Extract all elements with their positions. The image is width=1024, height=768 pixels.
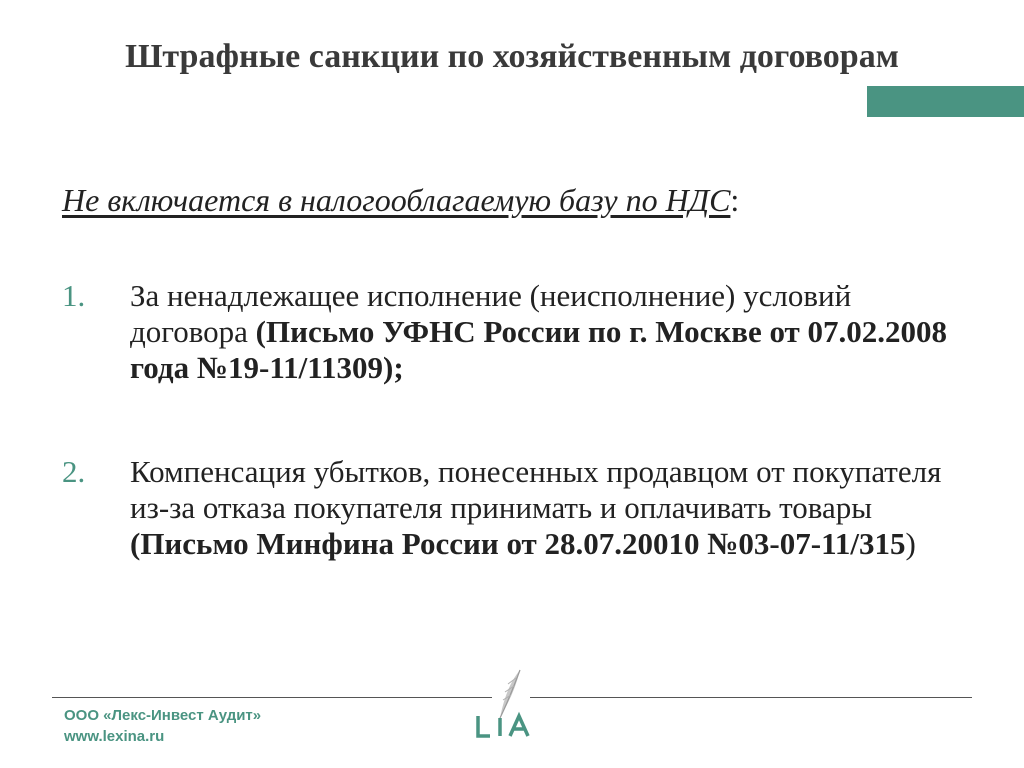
list-item-text: За ненадлежащее исполнение (неисполнение) условий договора	[130, 278, 852, 349]
lia-logo-icon	[470, 668, 540, 742]
slide-title: Штрафные санкции по хозяйственным договорам	[125, 38, 899, 75]
list-item	[62, 454, 962, 562]
list-item-reference: (Письмо УФНС России по г. Москве от 07.02.2008 года №19-11/11309);	[130, 314, 948, 385]
company-website: www.lexina.ru	[64, 728, 165, 745]
list-item-tail: )	[905, 526, 916, 561]
accent-bar	[867, 86, 1024, 117]
footer-divider-left	[52, 697, 492, 698]
list-item-number: 1.	[62, 278, 86, 313]
list-item	[62, 278, 962, 386]
sanctions-list	[62, 278, 962, 562]
list-item-text: Компенсация убытков, понесенных продавцом от покупателя из-за отказа покупателя принимать и оплачивать товары	[130, 454, 942, 525]
subtitle-text: Не включается в налогооблагаемую базу по НДС	[62, 182, 731, 218]
list-item-reference: (Письмо Минфина России от 28.07.20010 №03-07-11/315	[130, 526, 906, 561]
footer-company-block	[64, 705, 261, 747]
list-item-number: 2.	[62, 454, 86, 489]
subtitle-colon: :	[730, 182, 740, 218]
slide-subtitle	[62, 180, 739, 220]
company-name: ООО «Лекс-Инвест Аудит»	[64, 707, 262, 724]
footer-divider-right	[530, 697, 972, 698]
